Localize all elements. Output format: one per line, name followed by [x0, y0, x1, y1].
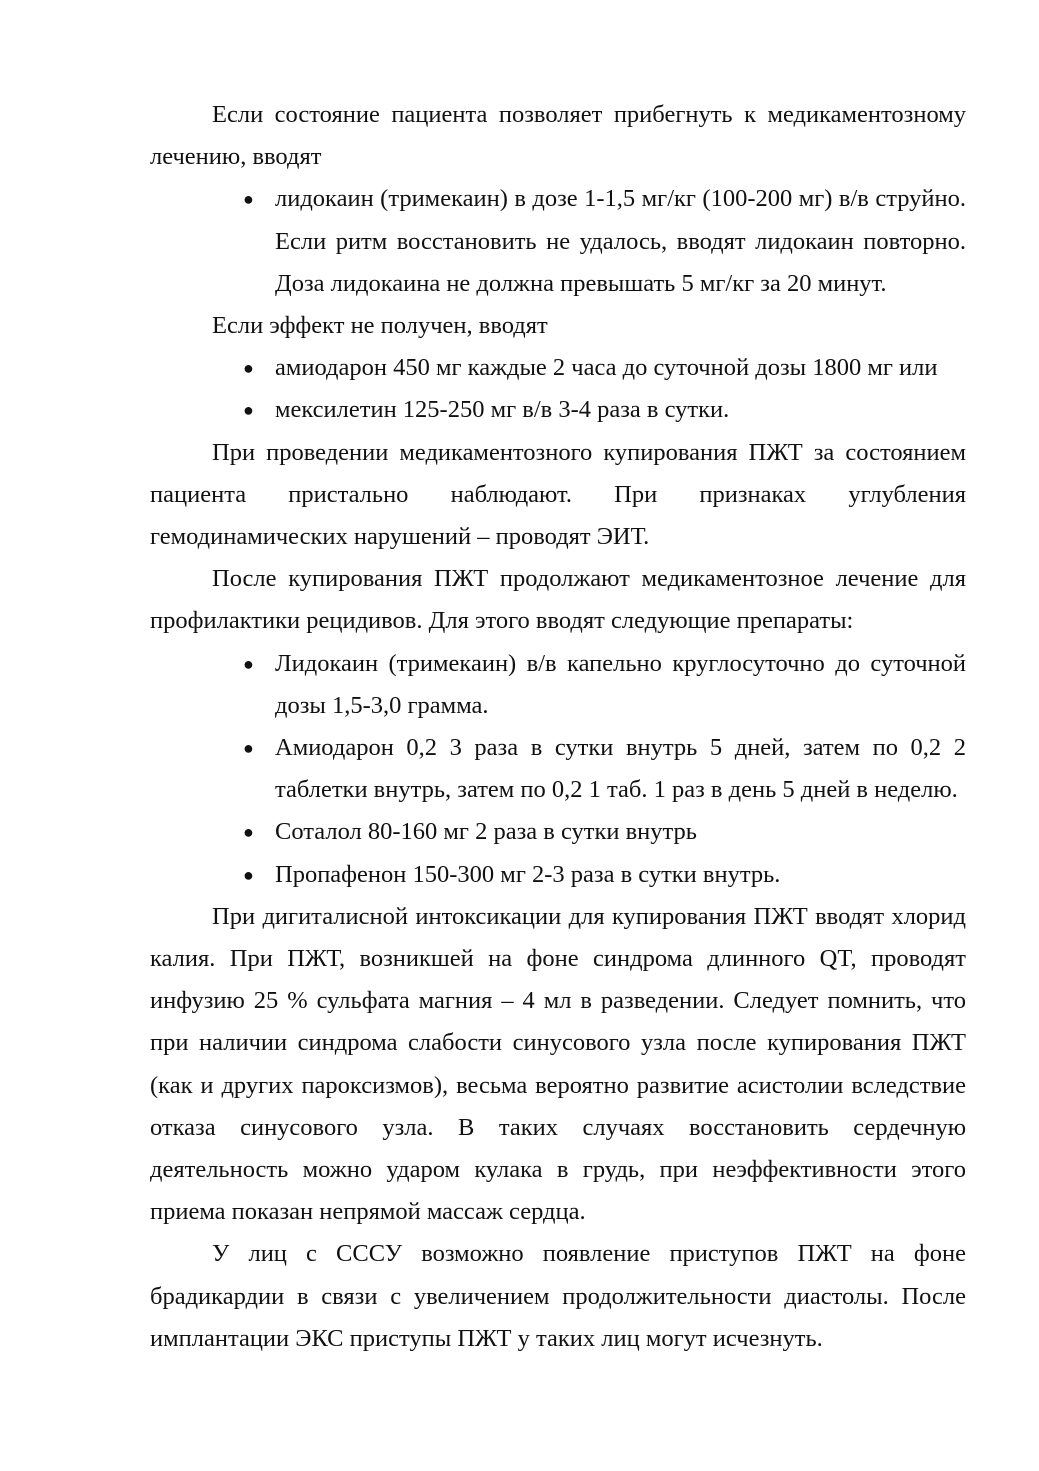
paragraph-if-no-effect: Если эффект не получен, вводят — [212, 312, 548, 340]
bullet-icon: ● — [243, 358, 254, 379]
bullet-icon: ● — [243, 189, 254, 210]
bullet-icon: ● — [243, 738, 254, 759]
bullet-icon: ● — [243, 653, 254, 674]
bullet-icon: ● — [243, 400, 254, 421]
list-item-text: Лидокаин (тримекаин) в/в капельно круглосуточно до суточной дозы 1,5-3,0 грамма. — [275, 649, 966, 719]
list-item-text: мексилетин 125-250 мг в/в 3-4 раза в сутки. — [275, 396, 730, 424]
document-page — [150, 94, 966, 1360]
paragraph-intro: Если состояние пациента позволяет прибегнуть к медикаментозному лечению, вводят — [150, 101, 966, 171]
list-item-text: Пропафенон 150-300 мг 2-3 раза в сутки внутрь. — [275, 860, 781, 888]
list-item-text: Амиодарон 0,2 3 раза в сутки внутрь 5 дней, затем по 0,2 2 таблетки внутрь, затем по 0,2 1 таб. 1 раз в день 5 дней в неделю. — [275, 734, 966, 804]
paragraph-sssu: У лиц с СССУ возможно появление приступов ПЖТ на фоне брадикардии в связи с увеличением продолжительности диастолы. После имплантации ЭКС приступы ПЖТ у таких лиц могут исчезнуть. — [150, 1240, 966, 1352]
list-item — [150, 389, 966, 431]
bullet-list-alternatives — [150, 347, 966, 431]
list-item-text: Соталол 80-160 мг 2 раза в сутки внутрь — [275, 818, 697, 846]
list-item-text: лидокаин (тримекаин) в дозе 1-1,5 мг/кг (100-200 мг) в/в струйно. Если ритм восстановить не удалось, вводят лидокаин повторно. Доза лидокаина не должна превышать 5 мг/кг за 20 минут. — [275, 185, 966, 297]
list-item — [150, 178, 966, 305]
list-item — [150, 347, 966, 389]
paragraph-digitalis: При дигиталисной интоксикации для купирования ПЖТ вводят хлорид калия. При ПЖТ, возникшей на фоне синдрома длинного QT, проводят инфузию 25 % сульфата магния – 4 мл в разведении. Следует помнить, что при наличии синдрома слабости синусового узла после купирования ПЖТ (как и других пароксизмов), весьма вероятно развитие асистолии вследствие отказа синусового узла. В таких случаях восстановить сердечную деятельность можно ударом кулака в грудь, при неэффективности этого приема показан непрямой массаж сердца. — [150, 902, 966, 1226]
list-item — [150, 727, 966, 811]
list-item — [150, 811, 966, 853]
paragraph-monitoring: При проведении медикаментозного купирования ПЖТ за состоянием пациента пристально наблюдают. При признаках углубления гемодинамических нарушений – проводят ЭИТ. — [150, 438, 966, 551]
list-item — [150, 643, 966, 727]
bullet-icon: ● — [243, 864, 254, 885]
bullet-list-prophylaxis-drugs — [150, 643, 966, 896]
bullet-icon: ● — [243, 822, 254, 843]
bullet-list-lidocaine — [150, 178, 966, 305]
list-item-text: амиодарон 450 мг каждые 2 часа до суточной дозы 1800 мг или — [275, 354, 938, 382]
list-item — [150, 854, 966, 896]
paragraph-prophylaxis: После купирования ПЖТ продолжают медикаментозное лечение для профилактики рецидивов. Для этого вводят следующие препараты: — [150, 565, 966, 635]
